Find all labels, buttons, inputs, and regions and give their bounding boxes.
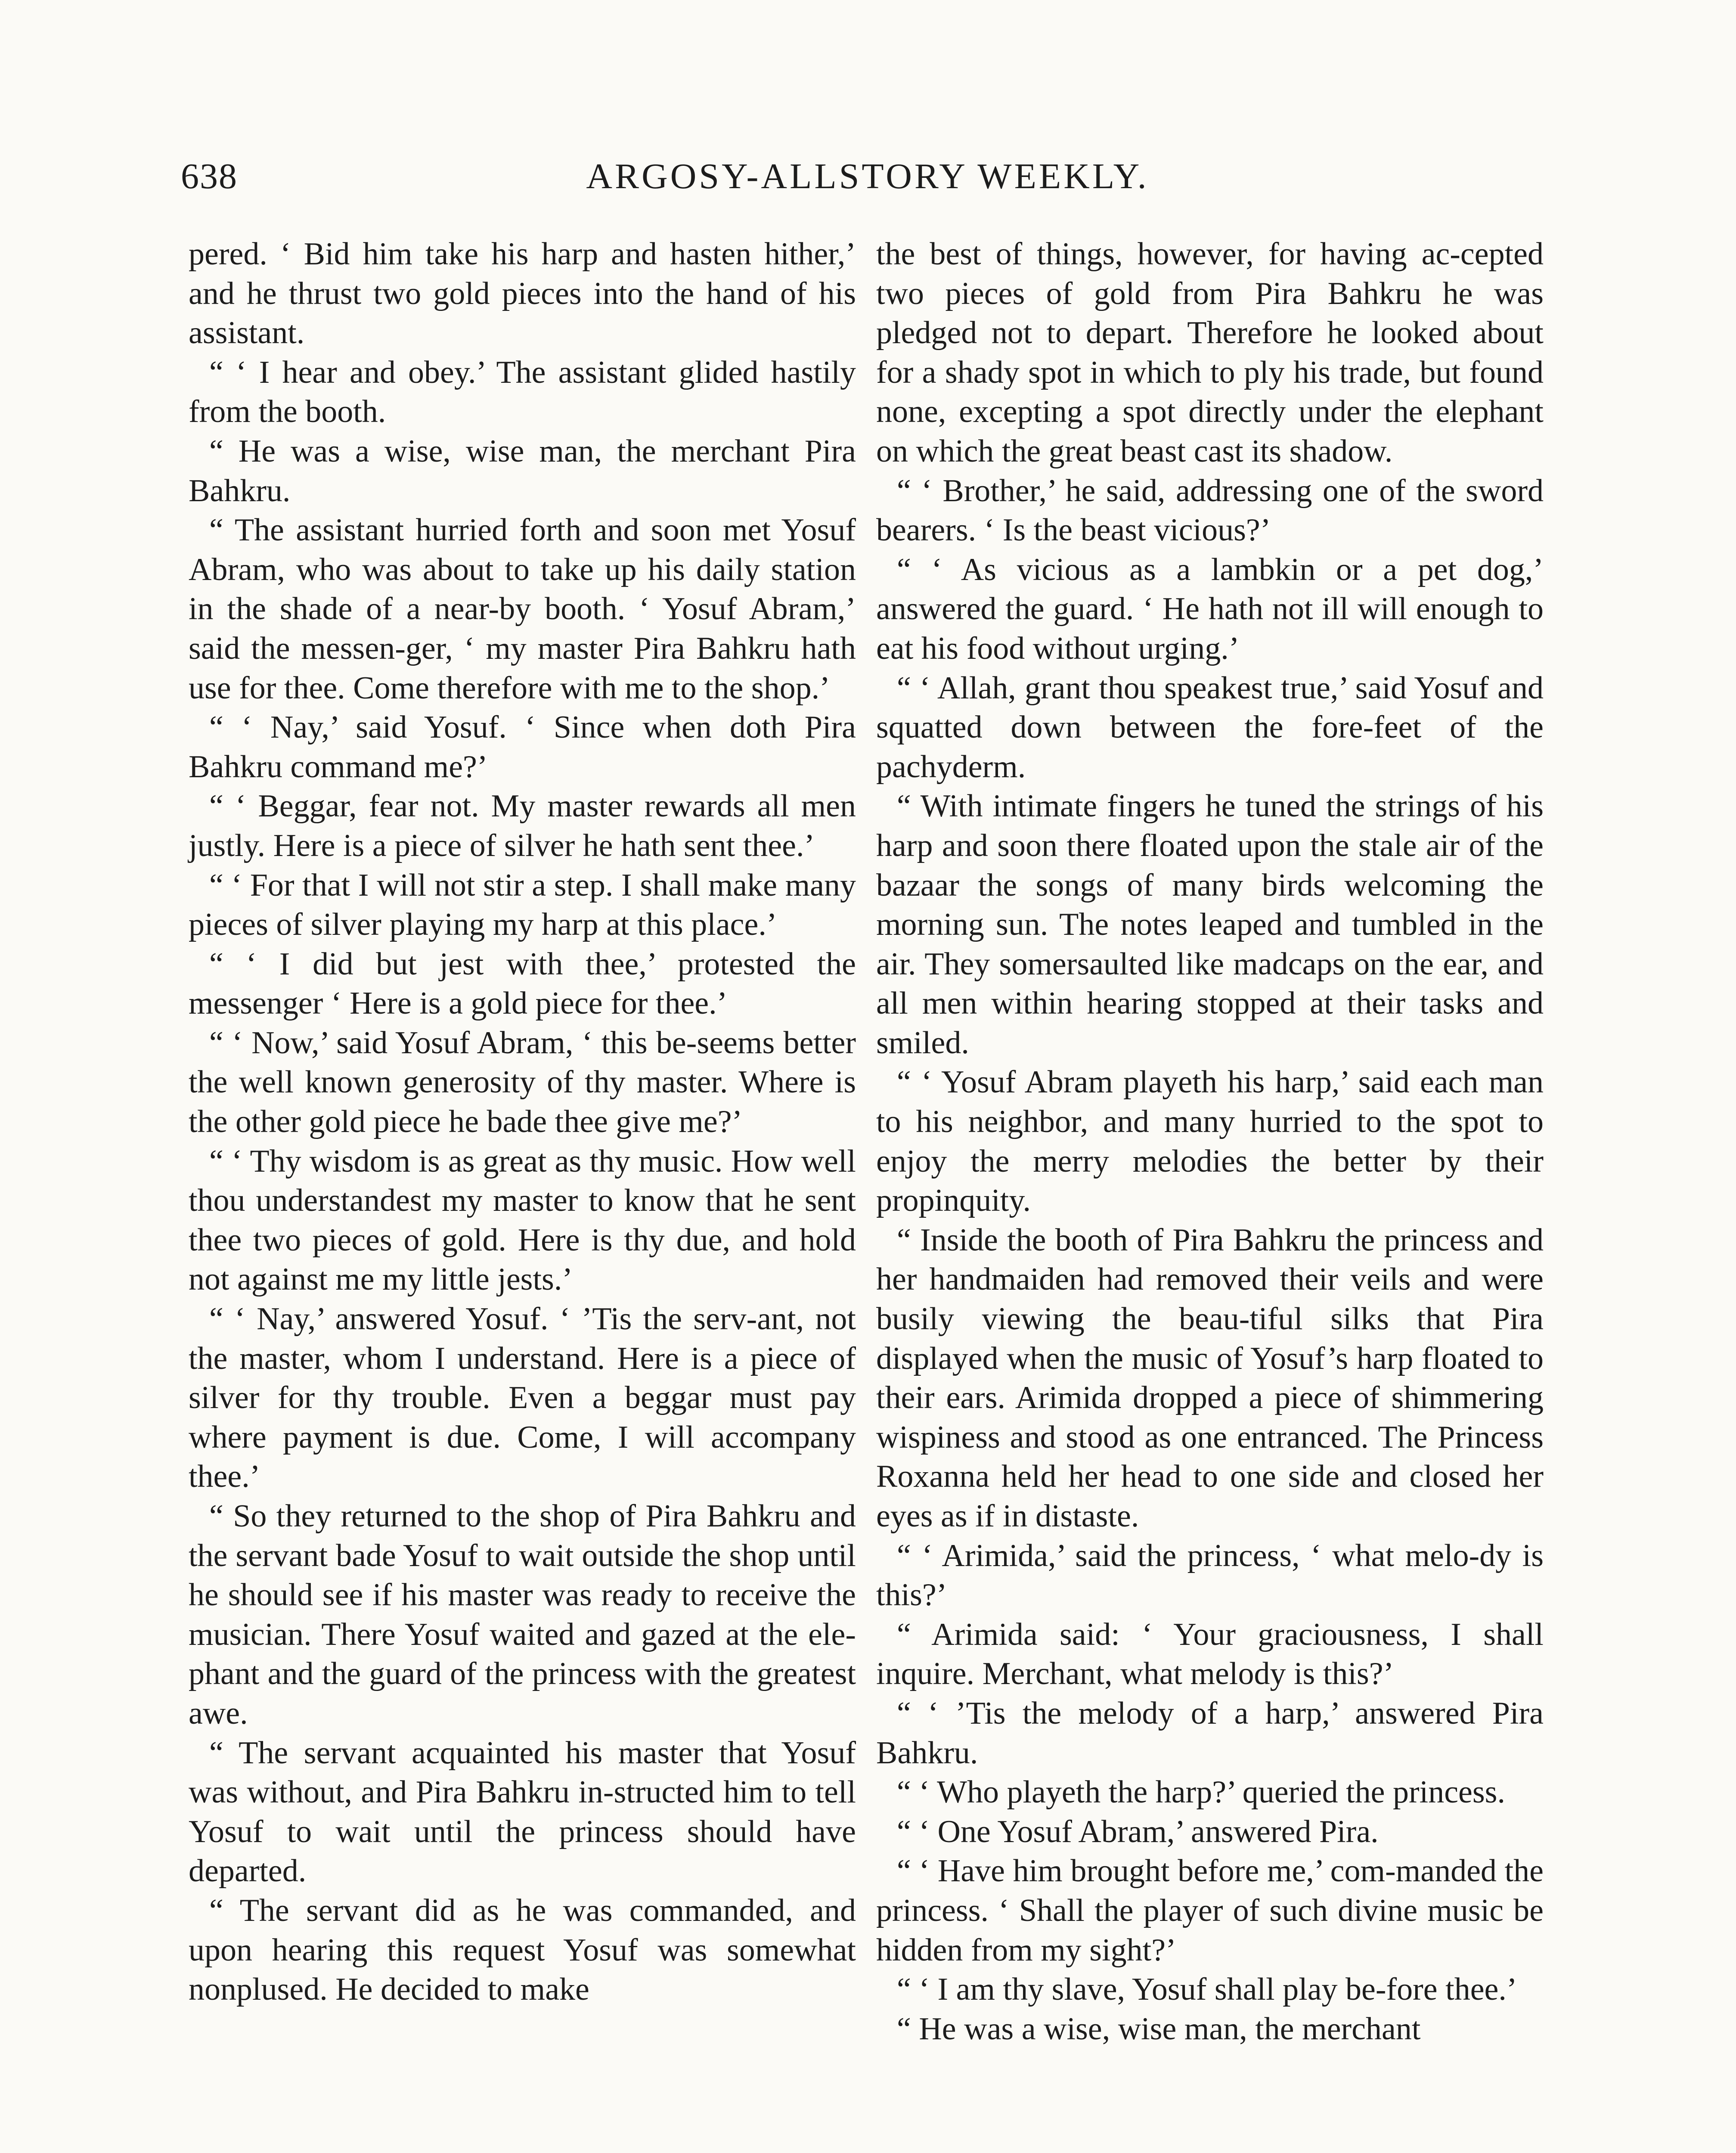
paragraph: “ He was a wise, wise man, the merchant — [897, 2011, 1421, 2047]
paragraph: “ ‘ Yosuf Abram playeth his harp,’ said each man to his neighbor, and many hurried to the spot to enjoy the merry melodies the better by their propinquity. — [876, 1064, 1544, 1219]
paragraph: “ ‘ Have him brought before me,’ com-manded the princess. ‘ Shall the player of such divine music be hidden from my sight?’ — [876, 1853, 1544, 1968]
paragraph: “ ‘ Nay,’ answered Yosuf. ‘ ’Tis the serv-ant, not the master, whom I understand. Here is a piece of silver for thy trouble. Even a beggar must pay where payment is due. Come, I will accompany thee.’ — [189, 1301, 856, 1495]
paragraph: “ Inside the booth of Pira Bahkru the princess and her handmaiden had removed their veils and were busily viewing the beau-tiful silks that Pira displayed when the music of Yosuf’s harp floated to their ears. Arimida dropped a piece of shimmering wispiness and stood as one entranced. The Princess Roxanna held her head to one side and closed her eyes as if in distaste. — [876, 1222, 1544, 1534]
paragraph: “ ‘ Brother,’ he said, addressing one of the sword bearers. ‘ Is the beast vicious?’ — [876, 473, 1544, 548]
paragraph: pered. ‘ Bid him take his harp and hasten hither,’ and he thrust two gold pieces into the hand of his assistant. — [189, 236, 856, 351]
left-column — [189, 235, 856, 2010]
paragraph: “ ‘ Now,’ said Yosuf Abram, ‘ this be-seems better the well known generosity of thy master. Where is the other gold piece he bade thee give me?’ — [189, 1025, 856, 1140]
right-column — [876, 235, 1544, 2049]
paragraph: “ With intimate fingers he tuned the strings of his harp and soon there floated upon the stale air of the bazaar the songs of many birds welcoming the morning sun. The notes leaped and tumbled in the air. They somersaulted like madcaps on the ear, and all men within hearing stopped at their tasks and smiled. — [876, 788, 1544, 1061]
paragraph: “ ‘ For that I will not stir a step. I shall make many pieces of silver playing my harp at this place.’ — [189, 867, 856, 943]
paragraph: “ ‘ Nay,’ said Yosuf. ‘ Since when doth Pira Bahkru command me?’ — [189, 710, 856, 785]
paragraph: “ ‘ Thy wisdom is as great as thy music. How well thou understandest my master to know that he sent thee two pieces of gold. Here is thy due, and hold not against me my little jests.’ — [189, 1143, 856, 1297]
paragraph: “ ‘ Allah, grant thou speakest true,’ said Yosuf and squatted down between the fore-feet of the pachyderm. — [876, 670, 1544, 785]
paragraph: “ ‘ Beggar, fear not. My master rewards all men justly. Here is a piece of silver he hath sent thee.’ — [189, 788, 856, 863]
paragraph: the best of things, however, for having ac-cepted two pieces of gold from Pira Bahkru he was pledged not to depart. Therefore he looked about for a shady spot in which to ply his trade, but found none, excepting a spot directly under the elephant on which the great beast cast its shadow. — [876, 236, 1544, 469]
page-number: 638 — [181, 156, 238, 196]
paragraph: “ ‘ I did but jest with thee,’ protested the messenger ‘ Here is a gold piece for thee.’ — [189, 946, 856, 1021]
paragraph: “ ‘ ’Tis the melody of a harp,’ answered Pira Bahkru. — [876, 1695, 1544, 1771]
paragraph: “ The servant acquainted his master that Yosuf was without, and Pira Bahkru in-structed him to tell Yosuf to wait until the princess should have departed. — [189, 1735, 856, 1889]
page-header — [181, 155, 1554, 202]
paragraph: “ So they returned to the shop of Pira Bahkru and the servant bade Yosuf to wait outside the shop until he should see if his master was ready to receive the musician. There Yosuf waited and gazed at the ele-phant and the guard of the princess with the greatest awe. — [189, 1498, 856, 1731]
paragraph: “ ‘ One Yosuf Abram,’ answered Pira. — [897, 1814, 1379, 1849]
paragraph: “ ‘ I am thy slave, Yosuf shall play be-fore thee.’ — [897, 1972, 1517, 2007]
paragraph: “ Arimida said: ‘ Your graciousness, I shall inquire. Merchant, what melody is this?’ — [876, 1616, 1544, 1692]
paragraph: “ ‘ Arimida,’ said the princess, ‘ what melo-dy is this?’ — [876, 1538, 1544, 1613]
paragraph: “ ‘ Who playeth the harp?’ queried the princess. — [897, 1775, 1505, 1810]
running-head: ARGOSY-ALLSTORY WEEKLY. — [586, 156, 1149, 196]
paragraph: “ He was a wise, wise man, the merchant Pira Bahkru. — [189, 433, 856, 509]
paragraph: “ ‘ I hear and obey.’ The assistant glided hastily from the booth. — [189, 354, 856, 430]
paragraph: “ The servant did as he was commanded, and upon hearing this request Yosuf was somewhat nonplused. He decided to make — [189, 1892, 856, 2007]
paragraph: “ The assistant hurried forth and soon met Yosuf Abram, who was about to take up his daily station in the shade of a near-by booth. ‘ Yosuf Abram,’ said the messen-ger, ‘ my master Pira Bahkru hath use for thee. Come therefore with me to the shop.’ — [189, 512, 856, 706]
paragraph: “ ‘ As vicious as a lambkin or a pet dog,’ answered the guard. ‘ He hath not ill will enough to eat his food without urging.’ — [876, 552, 1544, 666]
